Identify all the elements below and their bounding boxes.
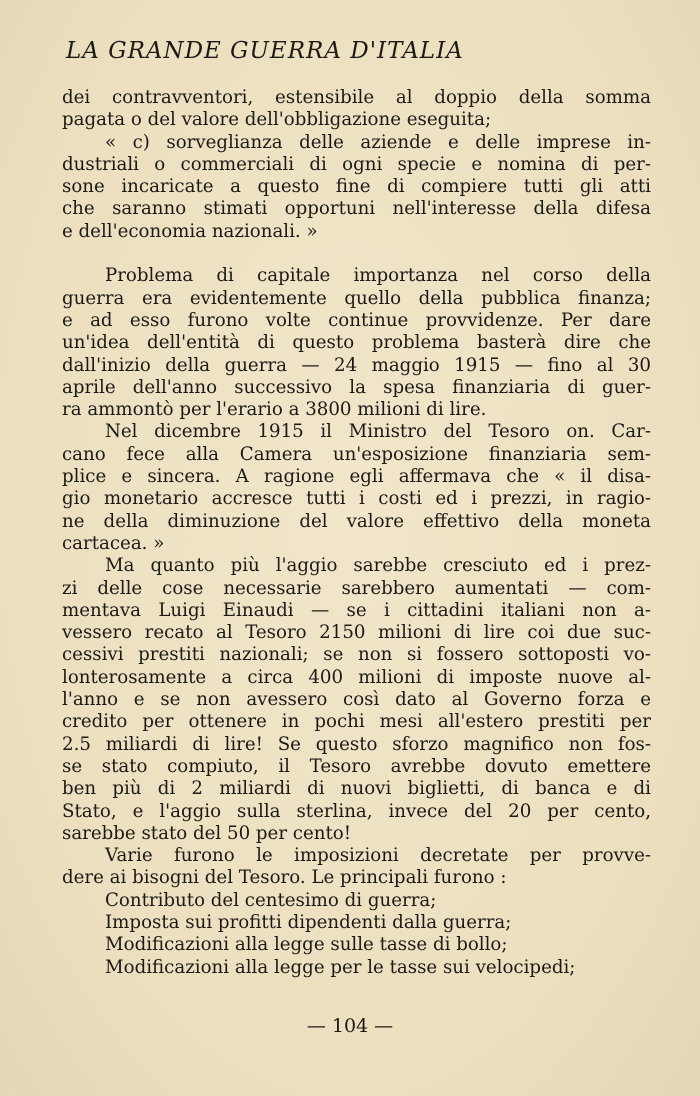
text-line: « c) sorveglianza delle aziende e delle imprese in- — [105, 131, 651, 153]
text-line: un'idea dell'entità di questo problema basterà dire che — [62, 332, 651, 354]
text-line: guerra era evidentemente quello della pubblica finanza; — [62, 287, 651, 309]
text-line: Varie furono le imposizioni decretate per provve- — [105, 845, 651, 867]
text-line: plice e sincera. A ragione egli affermava che « il disa- — [62, 466, 651, 488]
text-line: Imposta sui profitti dipendenti dalla guerra; — [105, 911, 512, 933]
paragraph-gap — [62, 243, 651, 265]
text-line: ra ammontò per l'erario a 3800 milioni di lire. — [62, 399, 487, 421]
page-number: — 104 — — [306, 1015, 394, 1037]
text-line: dustriali o commerciali di ogni specie e nomina di per- — [62, 153, 651, 175]
text-line: e ad esso furono volte continue provvidenze. Per dare — [62, 309, 651, 331]
text-line: cessivi prestiti nazionali; se non si fossero sottoposti vo- — [62, 644, 651, 666]
text-line: Ma quanto più l'aggio sarebbe cresciuto ed i prez- — [105, 555, 651, 577]
text-line: vessero recato al Tesoro 2150 milioni di lire coi due suc- — [62, 622, 651, 644]
text-line: sarebbe stato del 50 per cento! — [62, 822, 352, 844]
body-text — [62, 87, 651, 979]
text-line: che saranno stimati opportuni nell'interesse della difesa — [62, 198, 651, 220]
text-line: zi delle cose necessarie sarebbero aumentati — com- — [62, 577, 651, 599]
text-line: dere ai bisogni del Tesoro. Le principali furono : — [62, 867, 507, 889]
text-line: cano fece alla Camera un'esposizione finanziaria sem- — [62, 443, 651, 465]
text-line: dall'inizio della guerra — 24 maggio 1915 — fino al 30 — [62, 354, 651, 376]
text-line: dei contravventori, estensibile al doppio della somma — [62, 87, 651, 108]
text-line: sone incaricate a questo fine di compiere tutti gli atti — [62, 176, 651, 198]
text-line: pagata o del valore dell'obbligazione eseguita; — [62, 109, 492, 131]
text-line: se stato compiuto, il Tesoro avrebbe dovuto emettere — [62, 755, 651, 777]
text-line: ne della diminuzione del valore effettivo della moneta — [62, 510, 651, 532]
text-line: Problema di capitale importanza nel corso della — [105, 265, 651, 287]
text-line: Contributo del centesimo di guerra; — [105, 889, 437, 911]
text-line: l'anno e se non avessero così dato al Governo forza e — [62, 689, 651, 711]
text-line: cartacea. » — [62, 532, 165, 554]
text-line: ben più di 2 miliardi di nuovi biglietti, di banca e di — [62, 778, 651, 800]
running-title: LA GRANDE GUERRA D'ITALIA — [66, 38, 464, 64]
text-line: Nel dicembre 1915 il Ministro del Tesoro on. Car- — [105, 421, 651, 443]
text-line: e dell'economia nazionali. » — [62, 220, 318, 242]
text-line: Modificazioni alla legge sulle tasse di bollo; — [105, 934, 508, 956]
text-line: mentava Luigi Einaudi — se i cittadini italiani non a- — [62, 599, 651, 621]
text-line: gio monetario accresce tutti i costi ed i prezzi, in ragio- — [62, 488, 651, 510]
text-line: Modificazioni alla legge per le tasse sui velocipedi; — [105, 956, 576, 978]
text-line: Stato, e l'aggio sulla sterlina, invece del 20 per cento, — [62, 800, 651, 822]
text-line: 2.5 miliardi di lire! Se questo sforzo magnifico non fos- — [62, 733, 651, 755]
text-line: lonterosamente a circa 400 milioni di imposte nuove al- — [62, 666, 651, 688]
text-line: aprile dell'anno successivo la spesa finanziaria di guer- — [62, 376, 651, 398]
text-line: credito per ottenere in pochi mesi all'estero prestiti per — [62, 711, 651, 733]
